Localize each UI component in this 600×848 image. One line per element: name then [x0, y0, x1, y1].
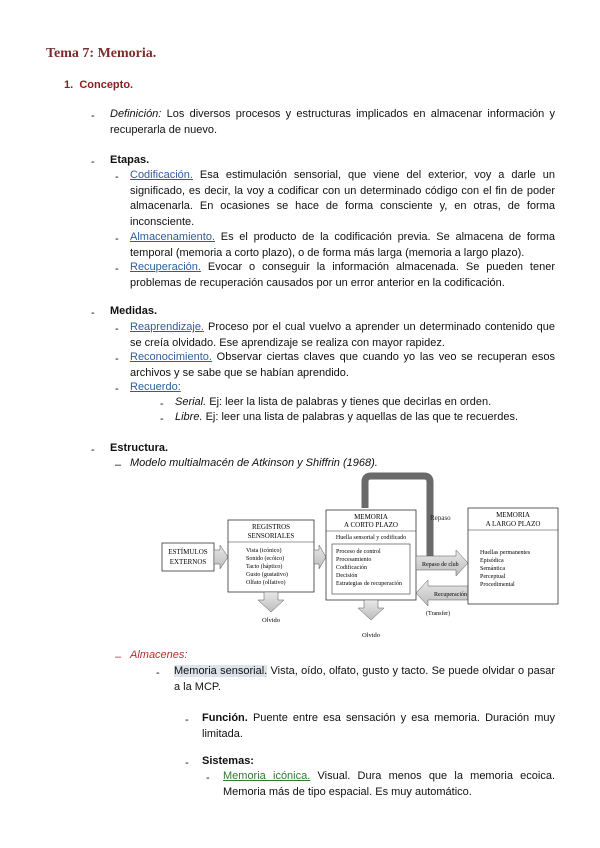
- sub-text: Ej: leer una lista de palabras y aquellas de las que te recuerdes.: [202, 411, 519, 423]
- estimulos-line2: EXTERNOS: [169, 558, 207, 566]
- atkinson-shiffrin-diagram: [160, 470, 560, 642]
- mlp-item: Huellas permanentes: [480, 550, 531, 556]
- mcp-item: Codificación: [336, 565, 367, 571]
- bullet-dash: -: [91, 307, 95, 319]
- funcion-paragraph: [202, 711, 555, 742]
- registros-item: Gusto (gustativo): [246, 572, 288, 578]
- bullet-dash: -: [115, 263, 119, 275]
- section-label: Concepto.: [79, 79, 134, 91]
- mlp-item: Episódica: [480, 558, 504, 564]
- mlp-item: Perceptual: [480, 574, 506, 580]
- registros-title2: SENSORIALES: [247, 532, 295, 540]
- medidas-heading: Medidas.: [110, 305, 158, 317]
- mlp-title1: MEMORIA: [496, 511, 530, 519]
- estimulos-line1: ESTÍMULOS: [168, 548, 208, 556]
- bullet-dash: –: [115, 459, 122, 471]
- mcp-item: Proceso de control: [336, 549, 381, 555]
- bullet-dash: -: [115, 383, 119, 395]
- repaso-label: Repaso: [430, 514, 451, 522]
- bullet-dash: -: [206, 772, 210, 784]
- recuerdo-libre: [175, 410, 518, 426]
- term-libre: Libre.: [175, 411, 203, 423]
- term-recuerdo: Recuerdo:: [130, 381, 181, 393]
- bullet-dash: -: [160, 413, 164, 425]
- term-memoria-iconica: Memoria icónica.: [223, 770, 311, 782]
- medida-reaprendizaje: [130, 320, 555, 351]
- etapa-text: Evocar o conseguir la información almacenada. Se pueden tener problemas de recuperación causados por un error anterior en la codificación.: [130, 261, 555, 289]
- definicion-text: Los diversos procesos y estructuras implicados en almacenar información y recuperarla de nuevo.: [110, 108, 555, 136]
- mcp-title1: MEMORIA: [354, 513, 388, 521]
- arrow-olvido-1: [258, 592, 284, 612]
- estructura-heading: Estructura.: [110, 442, 169, 454]
- section-number: 1.: [64, 79, 74, 91]
- medida-text: Proceso por el cual vuelvo a aprender un determinado contenido que se creía olvidado. Ese aprendizaje se realiza con mayor rapidez.: [130, 321, 555, 349]
- recuperacion-label: Recuperación: [434, 592, 467, 598]
- bullet-dash: -: [115, 233, 119, 245]
- bullet-dash: -: [115, 353, 119, 365]
- section-heading-concepto: [64, 79, 133, 91]
- sistemas-heading: Sistemas:: [202, 755, 254, 767]
- memoria-sensorial-text: Vista, oído, olfato, gusto y tacto. Se puede olvidar o pasar a la MCP.: [174, 665, 555, 693]
- mcp-title2: A CORTO PLAZO: [344, 521, 398, 529]
- arrow-olvido-2: [358, 600, 384, 620]
- sub-text: Ej: leer la lista de palabras y tienes que decirlas en orden.: [206, 396, 492, 408]
- mcp-item: Estrategias de recuperación: [336, 581, 402, 587]
- term-codificacion: Codificación.: [130, 169, 193, 181]
- bullet-dash: -: [91, 110, 95, 122]
- recuerdo-serial: [175, 395, 491, 411]
- etapa-almacenamiento: [130, 230, 555, 261]
- bullet-dash: -: [115, 323, 119, 335]
- bullet-dash: -: [91, 444, 95, 456]
- page-title: Tema 7: Memoria.: [46, 46, 157, 61]
- memoria-iconica-paragraph: [223, 769, 555, 800]
- definicion-paragraph: [110, 107, 555, 138]
- bullet-dash: –: [115, 651, 122, 663]
- mcp-subtitle: Huella sensorial y codificado: [335, 535, 407, 541]
- medida-reconocimiento: [130, 350, 555, 381]
- term-reaprendizaje: Reaprendizaje.: [130, 321, 204, 333]
- definicion-label: Definición:: [110, 108, 162, 120]
- bullet-dash: -: [185, 714, 189, 726]
- term-funcion: Función.: [202, 712, 248, 724]
- bullet-dash: -: [91, 156, 95, 168]
- registros-item: Tacto (háptico): [246, 564, 283, 570]
- etapa-text: Es el producto de la codificación previa. Se almacena de forma temporal (memoria a corto plazo), o de forma más larga (memoria a largo plazo).: [130, 231, 555, 259]
- term-serial: Serial.: [175, 396, 207, 408]
- olvido-label-2: Olvido: [361, 632, 381, 639]
- arrow-estimulos-registros: [214, 545, 228, 569]
- mlp-title2: A LARGO PLAZO: [485, 520, 541, 528]
- mlp-item: Procedimental: [480, 582, 515, 588]
- etapas-heading: Etapas.: [110, 154, 150, 166]
- funcion-text: Puente entre esa sensación y esa memoria. Duración muy limitada.: [202, 712, 555, 740]
- etapa-text: Esa estimulación sensorial, que viene del exterior, voy a darle un significado, es decir, la voy a codificar con un determinado código con el fin de poder almacenarla. En ocasiones se hace de forma consciente y, en otras, de forma inconsciente.: [130, 169, 555, 228]
- bullet-dash: -: [185, 757, 189, 769]
- estructura-model: Modelo multialmacén de Atkinson y Shiffrin (1968).: [130, 457, 378, 469]
- bullet-dash: -: [156, 667, 160, 679]
- term-memoria-sensorial: Memoria sensorial.: [174, 665, 268, 677]
- registros-item: Vista (icónico): [246, 548, 282, 554]
- medida-recuerdo: [130, 380, 181, 396]
- memoria-iconica-text: Visual. Dura menos que la memoria ecoica. Memoria más de tipo espacial. Es muy automático.: [223, 770, 555, 798]
- medida-text: Observar ciertas claves que cuando yo las veo se recuperan esos archivos y se sabe que se habían aprendido.: [130, 351, 555, 379]
- bullet-dash: -: [115, 171, 119, 183]
- term-recuperacion: Recuperación.: [130, 261, 201, 273]
- term-reconocimiento: Reconocimiento.: [130, 351, 212, 363]
- almacenes-heading: Almacenes:: [130, 649, 188, 661]
- bullet-dash: -: [160, 398, 164, 410]
- registros-title1: REGISTROS: [251, 523, 291, 531]
- repaso-club-label: Repaso de club: [422, 562, 459, 568]
- transfer-label: (Transfer): [426, 611, 451, 617]
- registros-item: Sonido (ecóico): [246, 556, 285, 562]
- arrow-registros-mcp: [314, 545, 326, 569]
- registros-item: Olfato (olfativo): [246, 580, 286, 586]
- memoria-sensorial-paragraph: [174, 664, 555, 695]
- term-almacenamiento: Almacenamiento.: [130, 231, 215, 243]
- mcp-item: Decisión: [336, 573, 358, 579]
- mlp-item: Semántica: [480, 566, 505, 572]
- mcp-item: Procesamiento: [336, 557, 372, 563]
- etapa-recuperacion: [130, 260, 555, 291]
- etapa-codificacion: [130, 168, 555, 230]
- olvido-label-1: Olvido: [261, 617, 281, 624]
